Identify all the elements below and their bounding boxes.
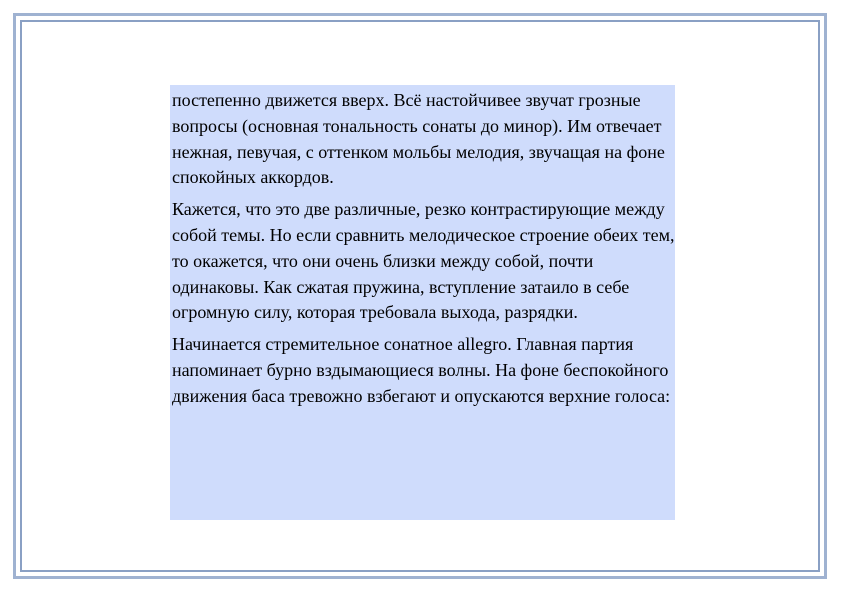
paragraph-2: Кажется, что это две различные, резко контрастирующие между собой темы. Но если сравнить мелодическое строение обеих тем, то окажется, что они очень близки между собой, почти одинаковы. Как сжатая пружина, вступление затаило в себе огромную силу, которая требовала выхода, разрядки. — [172, 199, 675, 323]
text-box — [170, 85, 675, 520]
paragraph-1: постепенно движется вверх. Всё настойчивее звучат грозные вопросы (основная тональность сонаты до минор). Им отвечает нежная, певучая, с оттенком мольбы мелодия, звучащая на фоне спокойных аккордов. — [172, 90, 665, 188]
paragraph-3: Начинается стремительное сонатное allegro. Главная партия напоминает бурно вздымающиеся волны. На фоне беспокойного движения баса тревожно взбегают и опускаются верхние голоса: — [172, 334, 671, 406]
